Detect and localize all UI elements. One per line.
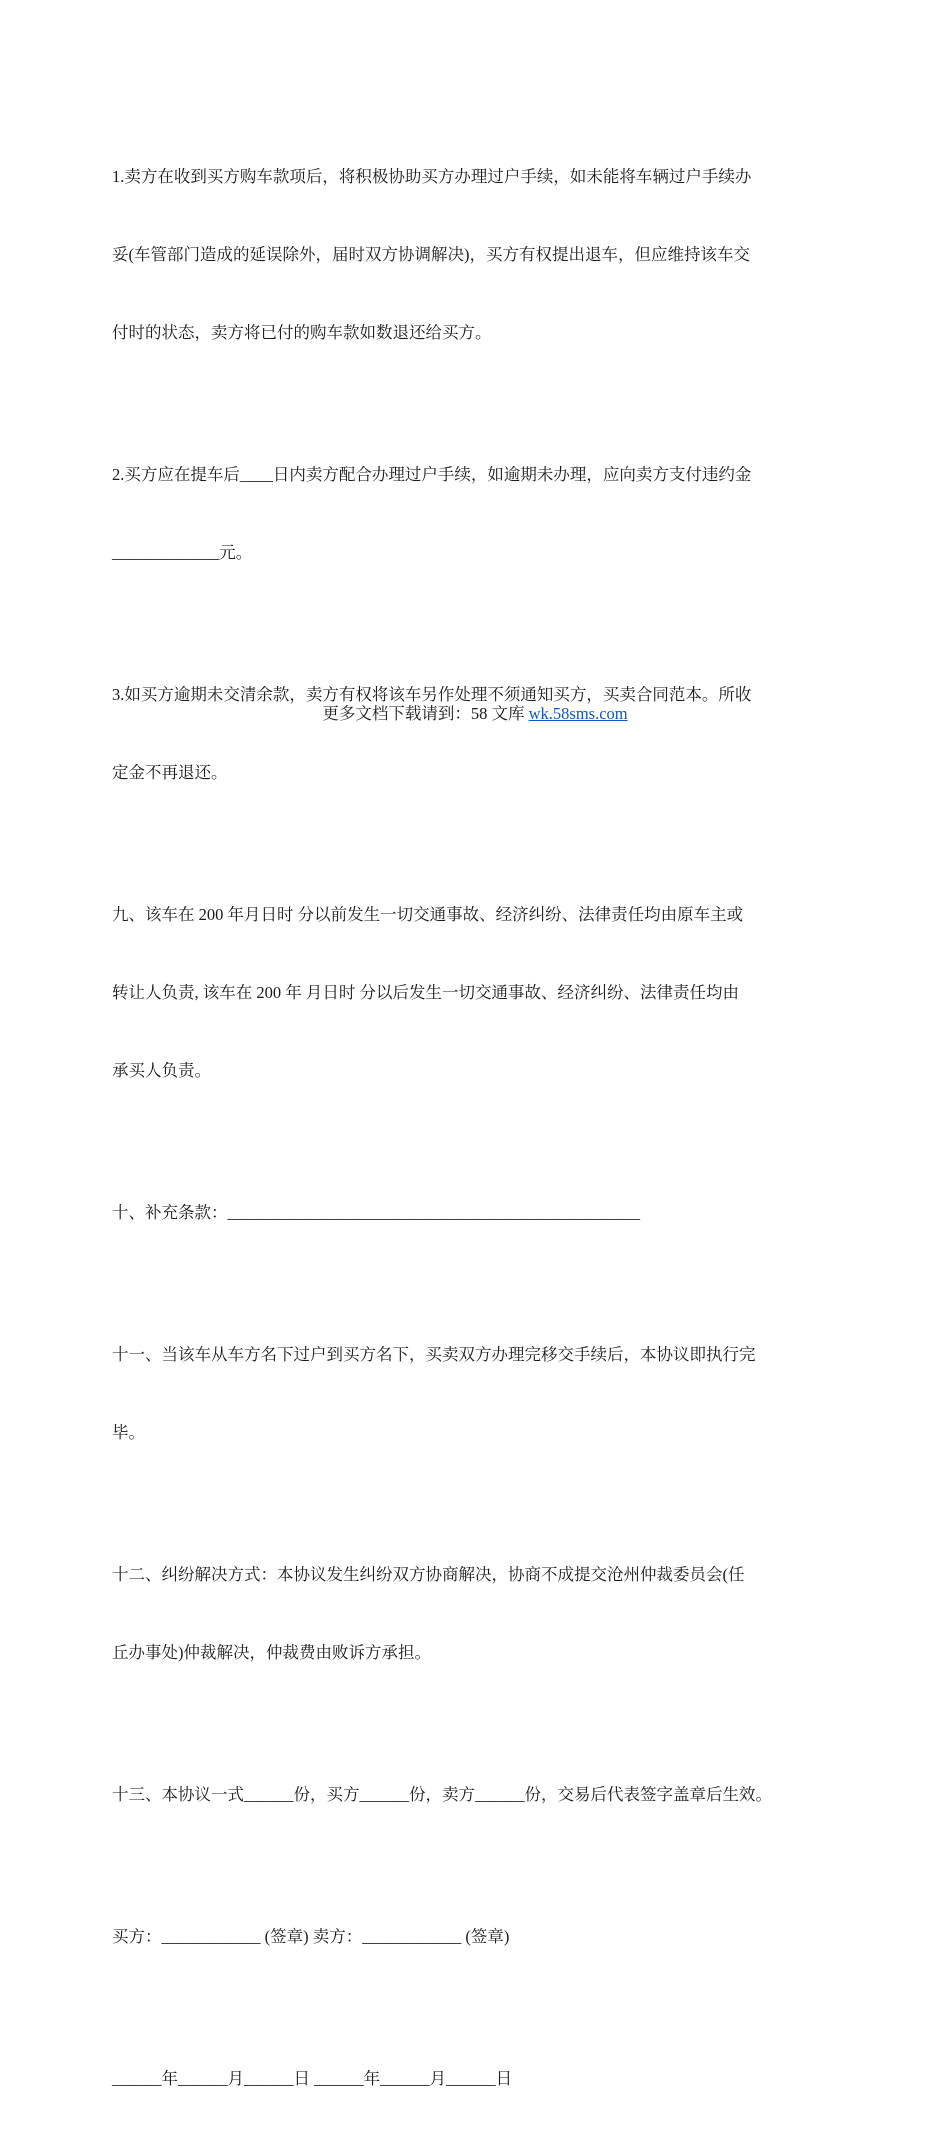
clause-transfer-assistance	[112, 112, 852, 398]
text-line: 转让人负责, 该车在 200 年 月日时 分以后发生一切交通事故、经济纠纷、法律责任均由	[112, 983, 739, 1002]
text-line: 十二、纠纷解决方式：本协议发生纠纷双方协商解决，协商不成提交沧州仲裁委员会(任	[112, 1565, 745, 1584]
text-line: 买方：____________ (签章) 卖方：____________ (签章)	[112, 1927, 510, 1946]
clause-thirteen-copies	[112, 1730, 852, 1860]
text-line: 九、该车在 200 年月日时 分以前发生一切交通事故、经济纠纷、法律责任均由原车主或	[112, 905, 744, 924]
text-line: 十三、本协议一式______份，买方______份，卖方______份，交易后代表签字盖章后生效。	[112, 1785, 772, 1804]
clause-overdue-balance	[112, 630, 852, 838]
clause-ten-supplementary	[112, 1148, 852, 1278]
text-line: 十一、当该车从车方名下过户到买方名下，买卖双方办理完移交手续后，本协议即执行完	[112, 1345, 756, 1364]
clause-eleven-completion	[112, 1290, 852, 1498]
footer-text: 更多文档下载请到：58 文库	[322, 704, 529, 723]
text-line: 3.如买方逾期未交清余款，卖方有权将该车另作处理不须通知买方，买卖合同范本。所收	[112, 685, 752, 704]
text-line: 妥(车管部门造成的延误除外，届时双方协调解决)，买方有权提出退车，但应维持该车交	[112, 245, 750, 264]
text-line: 付时的状态，卖方将已付的购车款如数退还给买方。	[112, 323, 492, 342]
text-line: 2.买方应在提车后____日内卖方配合办理过户手续，如逾期未办理，应向卖方支付违约金	[112, 465, 752, 484]
date-line	[112, 2014, 852, 2144]
text-line: 十、补充条款：__________________________________________________	[112, 1203, 640, 1222]
text-line: 1.卖方在收到买方购车款项后，将积极协助买方办理过户手续，如未能将车辆过户手续办	[112, 167, 752, 186]
text-line: ______年______月______日 ______年______月______日	[112, 2069, 513, 2088]
clause-transfer-deadline	[112, 410, 852, 618]
text-line: 承买人负责。	[112, 1061, 211, 1080]
text-line: _____________元。	[112, 543, 253, 562]
text-line: 丘办事处)仲裁解决，仲裁费由败诉方承担。	[112, 1643, 431, 1662]
website-link[interactable]: wk.58sms.com	[528, 704, 628, 723]
clause-twelve-dispute	[112, 1510, 852, 1718]
clause-nine-liability	[112, 850, 852, 1136]
document-body	[112, 112, 852, 2156]
download-footer	[0, 701, 950, 727]
text-line: 毕。	[112, 1423, 145, 1442]
signature-line	[112, 1872, 852, 2002]
text-line: 定金不再退还。	[112, 763, 228, 782]
